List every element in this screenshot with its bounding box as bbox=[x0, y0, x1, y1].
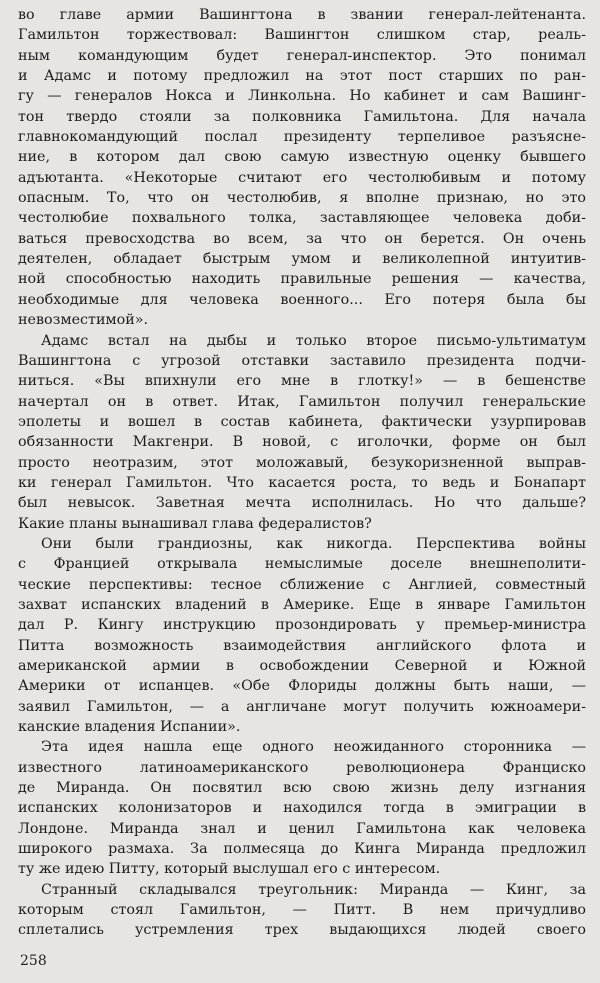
text-line: деятелен, обладает быстрым умом и великолепной интуитив- bbox=[18, 251, 586, 268]
text-line: испанских колонизаторов и находился тогда в эмиграции в bbox=[18, 800, 586, 817]
text-line: гу — генералов Нокса и Линкольна. Но кабинет и сам Вашинг- bbox=[18, 88, 586, 105]
text-line: тон твердо стояли за полковника Гамильтона. Для начала bbox=[18, 108, 586, 125]
text-line: главнокомандующий послал президенту терпеливое разъясне- bbox=[18, 129, 586, 146]
text-line: Странный складывался треугольник: Миранда — Кинг, за bbox=[41, 881, 586, 898]
text-line: обязанности Макгенри. В новой, с иголочки, форме он был bbox=[18, 434, 586, 451]
text-line: Америки от испанцев. «Обе Флориды должны быть наши, — bbox=[18, 678, 586, 695]
text-line: во главе армии Вашингтона в звании генерал-лейтенанта. bbox=[18, 7, 586, 23]
text-line: дал Р. Кингу инструкцию прозондировать у премьер-министра bbox=[18, 617, 586, 634]
text-line: ческие перспективы: тесное сближение с Англией, совместный bbox=[18, 576, 586, 593]
text-line: просто неотразим, этот моложавый, безукоризненной выправ- bbox=[18, 454, 586, 471]
text-line: ки генерал Гамильтон. Что касается роста, то ведь и Бонапарт bbox=[18, 474, 586, 491]
text-line: которым стоял Гамильтон, — Питт. В нем причудливо bbox=[18, 902, 586, 919]
text-line: сплетались устремления трех выдающихся людей своего bbox=[18, 922, 586, 939]
text-line: ваться превосходства во всем, за что он берется. Он очень bbox=[18, 230, 586, 247]
text-line: ту же идею Питту, который выслушал его с интересом. bbox=[18, 861, 441, 878]
text-line: Они были грандиозны, как никогда. Перспектива войны bbox=[41, 535, 586, 552]
text-line: адъютанта. «Некоторые считают его честолюбивым и потому bbox=[18, 169, 586, 186]
text-line: Адамс встал на дыбы и только второе письмо-ультиматум bbox=[41, 332, 586, 349]
text-line: невозместимой». bbox=[18, 312, 149, 329]
text-line: захват испанских владений в Америке. Еще в январе Гамильтон bbox=[18, 596, 586, 613]
text-line: и Адамс и потому предложил на этот пост старших по ран- bbox=[18, 68, 586, 85]
text-line: с Францией открывала немыслимые доселе внешнеполити- bbox=[18, 556, 586, 573]
text-line: ниться. «Вы впихнули его мне в глотку!» — в бешенстве bbox=[18, 373, 586, 390]
text-line: ным командующим будет генерал-инспектор. Это понимал bbox=[18, 47, 586, 64]
text-line: начертал он в ответ. Итак, Гамильтон получил генеральские bbox=[18, 393, 586, 410]
text-line: ние, в котором дал свою самую известную оценку бывшего bbox=[18, 149, 586, 166]
text-line: заявил Гамильтон, — а англичане могут получить южноамери- bbox=[18, 698, 586, 715]
text-line: необходимые для человека военного... Его потеря была бы bbox=[18, 291, 586, 308]
text-line: Эта идея нашла еще одного неожиданного сторонника — bbox=[41, 739, 586, 756]
text-line: де Миранда. Он посвятил всю свою жизнь делу изгнания bbox=[18, 780, 586, 797]
page-text bbox=[18, 5, 586, 941]
text-line: ной способностью находить правильные решения — качества, bbox=[18, 271, 586, 288]
text-line: известного латиноамериканского революционера Франциско bbox=[18, 759, 586, 776]
page-number: 258 bbox=[20, 953, 47, 969]
text-line: был невысок. Заветная мечта исполнилась. Но что дальше? bbox=[18, 495, 586, 512]
text-line: Гамильтон торжествовал: Вашингтон слишком стар, реаль- bbox=[18, 27, 586, 44]
text-line: канские владения Испании». bbox=[18, 719, 241, 736]
text-line: Лондоне. Миранда знал и ценил Гамильтона как человека bbox=[18, 820, 586, 837]
text-line: эполеты и вошел в состав кабинета, фактически узурпировав bbox=[18, 413, 586, 430]
text-line: Вашингтона с угрозой отставки заставило президента подчи- bbox=[18, 352, 586, 369]
text-line: американской армии в освобождении Северной и Южной bbox=[18, 658, 586, 674]
text-line: широкого размаха. За полмесяца до Кинга Миранда предложил bbox=[18, 841, 586, 858]
text-line: Какие планы вынашивал глава федералистов? bbox=[18, 515, 372, 532]
text-line: опасным. То, что он честолюбив, я вполне признаю, но это bbox=[18, 190, 586, 207]
text-line: Питта возможность взаимодействия английского флота и bbox=[18, 637, 586, 654]
text-line: честолюбие похвального толка, заставляющее человека доби- bbox=[18, 210, 586, 227]
